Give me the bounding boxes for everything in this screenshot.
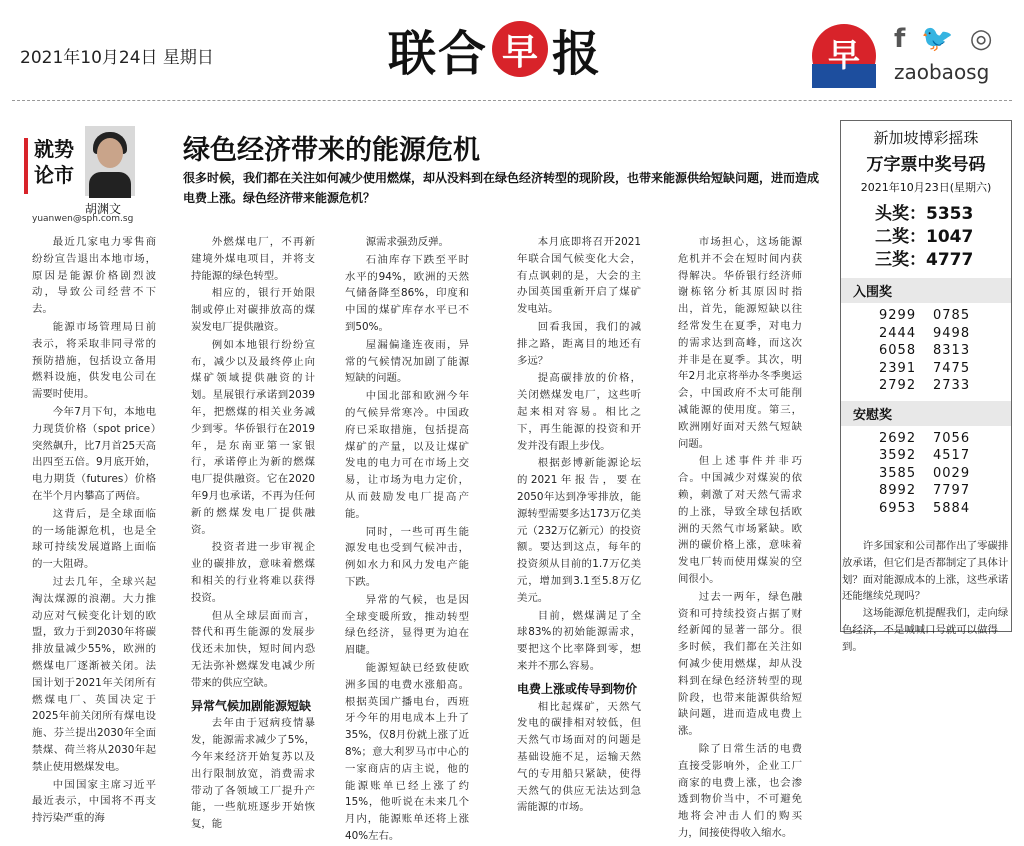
author-email[interactable]: yuanwen@sph.com.sg	[32, 214, 134, 224]
paragraph: 市场担心，这场能源危机并不会在短时间内获得解决。华侨银行经济师谢栋铭分析其原因时指出，首先，能源短缺以往经常发生在夏季，对电力的需求达到高峰，而这次并非是在夏季。其次，明年2月北京将举办冬季奥运会，中国政府不太可能削减能源的使用度。第三，欧洲刚好面对天然气短缺问题。	[678, 236, 802, 450]
article-column-4	[517, 234, 641, 817]
paragraph: 目前，燃煤满足了全球83%的初始能源需求，要把这个比率降到零，想来并不那么容易。	[517, 609, 641, 672]
paragraph: 能源短缺已经致使欧洲多国的电费水涨船高。根据英国广播电台，西班牙今年的用电成本上升了35%，仅8月份就上涨了近8%；意大利罗马市中心的一家商店的店主说，他的能源账单已经上涨了约15%，他听说在未来几个月内，能源账单还将上涨40%左右。	[345, 661, 469, 842]
prize-number: 2444	[879, 325, 917, 341]
paragraph: 回看我国，我们的减排之路，距离目的地还有多远？	[517, 320, 641, 367]
paragraph: 提高碳排放的价格，关闭燃煤发电厂，这些听起来相对容易。相比之下，再生能源的投资和开发并没有跟上步伐。	[517, 372, 641, 452]
article-column-5	[678, 234, 802, 843]
prize-number: 2733	[933, 378, 971, 393]
prize-number: 2391	[879, 360, 917, 376]
prize-number: 4517	[933, 448, 971, 463]
prize-label: 三奖：	[875, 250, 926, 270]
prize-number: 8992	[879, 483, 917, 498]
paragraph: 但上述事件并非巧合。中国减少对煤炭的依赖，刺激了对天然气需求的上涨，导致全球包括欧洲的天然气市场紧缺。欧洲的碳价格上涨，意味着发电厂转而使用煤炭的空间很小。	[678, 455, 802, 585]
paragraph: 例如本地银行纷纷宣布，减少以及最终停止向煤矿领域提供融资的计划。星展银行承诺到2039年，把燃煤的相关业务减少到零。华侨银行在2019年，是东南亚第一家银行，承诺停止为新的燃煤电厂提供融资。它在2020年9月也承诺，不再为任何新的燃煤发电厂提供融资。	[191, 338, 315, 536]
section-subhead: 异常气候加剧能源短缺	[191, 698, 312, 713]
prize-number: 0029	[933, 465, 971, 481]
badge-char: 早	[827, 36, 860, 74]
paragraph: 过去几年，全球兴起淘汰煤源的浪潮。大力推动应对气候变化计划的欧盟，致力于到2030年将碳排放量减少55%，欧洲的燃煤电厂逐渐被关闭。法国计划于2021年关闭所有燃煤电厂、英国决定于2025年前关闭所有煤电设施、芬兰提出2030年全面禁煤、荷兰将从2030年起禁止使用燃煤发电。	[32, 575, 156, 773]
top-prizes	[875, 203, 1011, 272]
paragraph: 去年由于冠病疫情暴发，能源需求减少了5%，今年来经济开始复苏以及出行限制放宽，消费需求带动了各领域工厂提升产能，一些航班逐步开始恢复，能	[191, 717, 315, 831]
logo-char-1: 联	[388, 25, 439, 82]
instagram-icon[interactable]: ◎	[969, 24, 993, 54]
lottery-subtitle: 万字票中奖号码	[866, 155, 986, 175]
prize-number: 5884	[933, 500, 971, 516]
author-photo	[85, 126, 135, 196]
facebook-icon[interactable]: f	[894, 24, 906, 54]
prize-label: 头奖：	[875, 204, 926, 224]
section-subhead: 电费上涨或传导到物价	[517, 681, 638, 696]
starter-prize-numbers	[879, 307, 1011, 395]
brand-badge-icon[interactable]	[812, 24, 876, 88]
first-prize	[875, 203, 1011, 226]
logo-char-3: 早	[492, 21, 548, 77]
number-row	[879, 500, 1011, 518]
paragraph: 本月底即将召开2021年联合国气候变化大会，有点讽刺的是，大会的主办国英国重新开启了煤矿发电站。	[517, 236, 641, 316]
prize-number: 9498	[933, 325, 971, 341]
number-row	[879, 377, 1011, 395]
paragraph: 最近几家电力零售商纷纷宣告退出本地市场，原因是能源价格剧烈波动，导致公司经营不下去。	[32, 236, 156, 316]
lottery-title: 新加坡博彩摇珠	[873, 129, 979, 147]
paragraph: 投资者进一步审视企业的碳排放，意味着燃煤和相关的行业将难以获得投资。	[191, 541, 315, 604]
prize-number: 4777	[926, 250, 974, 270]
article-column-3	[345, 234, 469, 846]
article-column-6	[842, 538, 1010, 656]
prize-number: 7056	[933, 430, 971, 446]
paragraph: 中国国家主席习近平最近表示，中国将不再支持污染严重的海	[32, 778, 156, 825]
paragraph: 除了日常生活的电费直接受影响外，企业工厂商家的电费上涨，也会渗透到物价当中，不可避免地将会冲击人们的购买力，间接使得收入缩水。	[678, 742, 802, 839]
masthead	[0, 0, 1024, 100]
paragraph: 外燃煤电厂，不再新建境外煤电项目，并将支持能源的绿色转型。	[191, 236, 315, 282]
consolation-prize-header: 安慰奖	[841, 401, 1011, 426]
prize-number: 0785	[933, 308, 971, 323]
paragraph: 中国北部和欧洲今年的气候异常寒冷。中国政府已采取措施，包括提高煤矿的产量，以及让煤矿发电的电力可在市场上交易，让市场为电力定价，从而鼓励发电厂提高产能。	[345, 390, 469, 520]
issue-date: 2021年10月24日 星期日	[20, 48, 214, 68]
number-row	[879, 307, 1011, 325]
number-row	[879, 325, 1011, 343]
prize-number: 1047	[926, 227, 974, 247]
column-kicker: 就势论市	[34, 137, 74, 187]
paragraph: 许多国家和公司都作出了零碳排放承诺，但它们是否都制定了具体计划？面对能源成本的上涨，这些承诺还能继续兑现吗？	[842, 540, 1009, 603]
number-row	[879, 482, 1011, 500]
portrait-body	[89, 172, 131, 198]
paragraph: 今年7月下旬，本地电力现货价格（spot price）突然飙升，比7月首25天高出四至五倍。9月底开始，电力期货（futures）价格在半个月内攀高了两倍。	[32, 405, 156, 502]
paragraph: 同时，一些可再生能源发电也受到气候冲击，例如水力和风力发电产能下跌。	[345, 525, 469, 588]
social-handle[interactable]: zaobaosg	[894, 60, 990, 84]
paragraph: 源需求强劲反弹。	[365, 236, 449, 248]
number-row	[879, 360, 1011, 378]
twitter-icon[interactable]: 🐦	[921, 24, 954, 54]
prize-number: 6058	[879, 343, 917, 358]
paragraph: 这背后，是全球面临的一场能源危机，也是全球可持续发展道路上面临的一大阻碍。	[32, 507, 156, 571]
paragraph: 根据彭博新能源论坛的2021年报告，要在2050年达到净零排放，能源转型需要多达173万亿美元（232万亿新元）的投资额。要达到这点，每年的投资须从目前的1.7万亿美元，增加到3.1至5.8万亿美元。	[517, 457, 641, 604]
paragraph: 但从全球层面而言，替代和再生能源的发展步伐还未加快，短时间内恐无法弥补燃煤发电减少所带来的供应空缺。	[191, 609, 315, 689]
starter-prize-header: 入围奖	[841, 278, 1011, 303]
paragraph: 石油库存下跌至平时水平的94%，欧洲的天然气储备降至86%，印度和中国的煤矿库存水平已不到50%。	[345, 253, 469, 333]
masthead-divider	[12, 100, 1012, 101]
paragraph: 相应的，银行开始限制或停止对碳排放高的煤炭发电厂提供融资。	[191, 287, 315, 333]
number-row	[879, 447, 1011, 465]
article-column-1	[32, 234, 156, 828]
kicker-accent	[24, 138, 28, 194]
prize-number: 7475	[933, 360, 971, 376]
paragraph: 异常的气候，也是因全球变暖所致，推动转型绿色经济，显得更为迫在眉睫。	[345, 593, 469, 657]
paragraph: 过去一两年，绿色融资和可持续投资占据了财经新闻的显著一部分。很多时候，我们都在关注如何减少使用燃煤，却从没料到在绿色经济转型的现阶段，也带来能源供给短缺问题，进而造成电费上涨。	[678, 590, 802, 738]
author-name: 胡渊文	[85, 202, 122, 216]
number-row	[879, 465, 1011, 483]
paragraph: 能源市场管理局日前表示，将采取非同寻常的预防措施，包括设立备用燃料设施，供发电公司在需要时使用。	[32, 320, 156, 401]
article-headline: 绿色经济带来的能源危机	[183, 135, 480, 166]
prize-number: 2792	[879, 378, 917, 393]
article-column-2	[191, 234, 315, 834]
prize-number: 3585	[879, 465, 917, 481]
prize-label: 二奖：	[875, 227, 926, 247]
third-prize	[875, 249, 1011, 272]
logo-char-4: 报	[552, 25, 603, 82]
paragraph: 这场能源危机提醒我们，走向绿色经济，不是喊喊口号就可以做得到。	[842, 607, 1009, 653]
prize-number: 8313	[933, 343, 971, 358]
lottery-date: 2021年10月23日(星期六)	[860, 181, 992, 194]
prize-number: 7797	[933, 483, 971, 498]
prize-number: 9299	[879, 308, 917, 323]
prize-number: 2692	[879, 430, 917, 446]
number-row	[879, 342, 1011, 360]
number-row	[879, 430, 1011, 448]
second-prize	[875, 226, 1011, 249]
social-links	[894, 24, 992, 54]
prize-number: 3592	[879, 448, 917, 463]
article-dek: 很多时候，我们都在关注如何减少使用燃煤，却从没料到在绿色经济转型的现阶段，也带来能源供给短缺问题，进而造成电费上涨。绿色经济带来能源危机？	[183, 171, 820, 205]
paragraph: 屋漏偏逢连夜雨，异常的气候情况加剧了能源短缺的问题。	[345, 338, 469, 385]
paragraph: 相比起煤矿，天然气发电的碳排相对较低，但天然气市场面对的问题是基础设施不足，运输天然气的专用船只紧缺，使得天然气的供应无法达到急需能源的市场。	[517, 700, 641, 814]
consolation-prize-numbers	[879, 430, 1011, 518]
newspaper-logo[interactable]	[388, 14, 602, 84]
prize-number: 6953	[879, 500, 917, 516]
logo-char-2: 合	[438, 25, 489, 82]
prize-number: 5353	[926, 204, 974, 224]
portrait-face	[97, 138, 123, 168]
